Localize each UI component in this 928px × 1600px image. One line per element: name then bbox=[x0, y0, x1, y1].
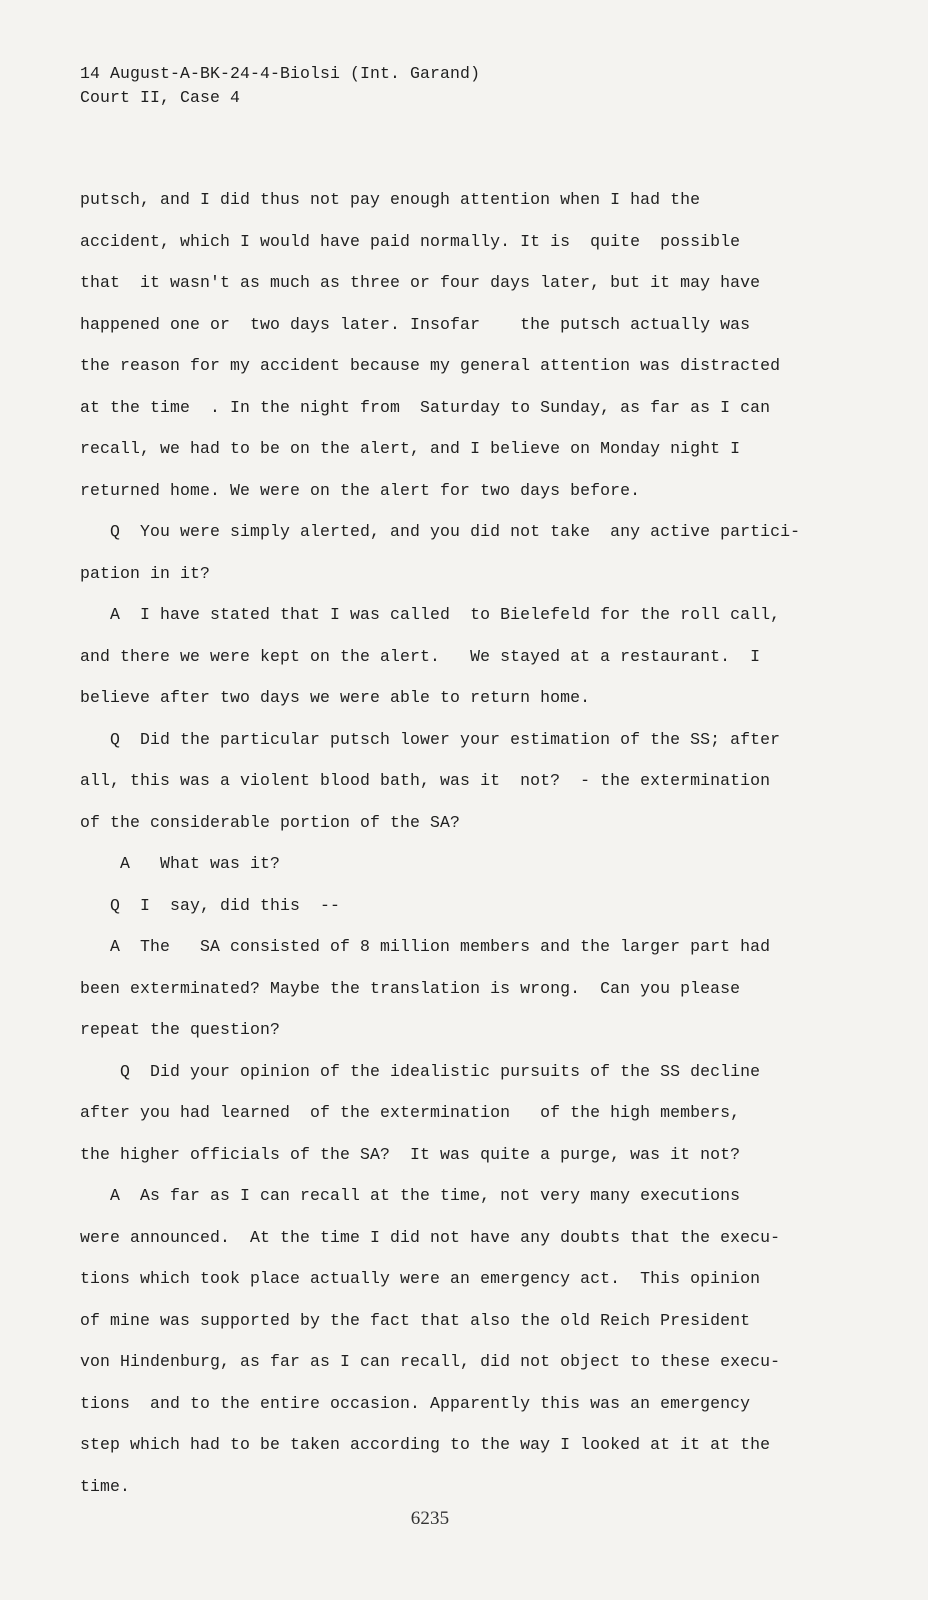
text-line: happened one or two days later. Insofar the putsch actually was bbox=[80, 314, 751, 334]
text-line: A What was it? bbox=[80, 854, 281, 873]
text-line: at the time . In the night from Saturday to Sunday, as far as I can bbox=[80, 397, 771, 417]
text-line: A The SA consisted of 8 million members and the larger part had bbox=[80, 937, 771, 956]
text-line: Q Did your opinion of the idealistic pursuits of the SS decline bbox=[80, 1061, 761, 1081]
text-line: believe after two days we were able to return home. bbox=[80, 688, 591, 707]
header-line-2: Court II, Case 4 bbox=[80, 88, 241, 107]
text-line: A As far as I can recall at the time, not very many executions bbox=[80, 1186, 741, 1205]
text-line: returned home. We were on the alert for two days before. bbox=[80, 480, 641, 500]
text-line: von Hindenburg, as far as I can recall, did not object to these execu- bbox=[80, 1352, 781, 1371]
text-line: tions and to the entire occasion. Apparently this was an emergency bbox=[80, 1393, 751, 1413]
text-line: repeat the question? bbox=[80, 1020, 281, 1039]
text-line: Q You were simply alerted, and you did not take any active partici- bbox=[80, 522, 801, 541]
text-line: Q Did the particular putsch lower your estimation of the SS; after bbox=[80, 729, 781, 749]
document-header bbox=[80, 62, 480, 110]
text-line: putsch, and I did thus not pay enough attention when I had the bbox=[80, 190, 701, 209]
text-line: and there we were kept on the alert. We stayed at a restaurant. I bbox=[80, 646, 761, 666]
text-line: accident, which I would have paid normally. It is quite possible bbox=[80, 231, 741, 251]
text-line: all, this was a violent blood bath, was it not? - the extermination bbox=[80, 771, 771, 790]
text-line: were announced. At the time I did not have any doubts that the execu- bbox=[80, 1227, 781, 1247]
text-line: recall, we had to be on the alert, and I believe on Monday night I bbox=[80, 439, 741, 458]
text-line: after you had learned of the extermination of the high members, bbox=[80, 1103, 741, 1122]
page-number: 6235 bbox=[410, 1508, 450, 1529]
text-line: of the considerable portion of the SA? bbox=[80, 812, 461, 832]
text-line: of mine was supported by the fact that also the old Reich President bbox=[80, 1310, 751, 1330]
text-line: pation in it? bbox=[80, 563, 211, 583]
text-line: been exterminated? Maybe the translation is wrong. Can you please bbox=[80, 978, 741, 998]
text-line: A I have stated that I was called to Bielefeld for the roll call, bbox=[80, 605, 781, 624]
text-line: tions which took place actually were an emergency act. This opinion bbox=[80, 1269, 761, 1288]
transcript-body bbox=[80, 184, 840, 1512]
text-line: step which had to be taken according to the way I looked at it at the bbox=[80, 1435, 771, 1454]
text-line: Q I say, did this -- bbox=[80, 895, 341, 915]
text-line: the higher officials of the SA? It was quite a purge, was it not? bbox=[80, 1144, 741, 1164]
text-line: that it wasn't as much as three or four days later, but it may have bbox=[80, 273, 761, 292]
text-line: time. bbox=[80, 1476, 131, 1496]
header-line-1: 14 August-A-BK-24-4-Biolsi (Int. Garand) bbox=[80, 64, 481, 83]
text-line: the reason for my accident because my general attention was distracted bbox=[80, 356, 781, 375]
